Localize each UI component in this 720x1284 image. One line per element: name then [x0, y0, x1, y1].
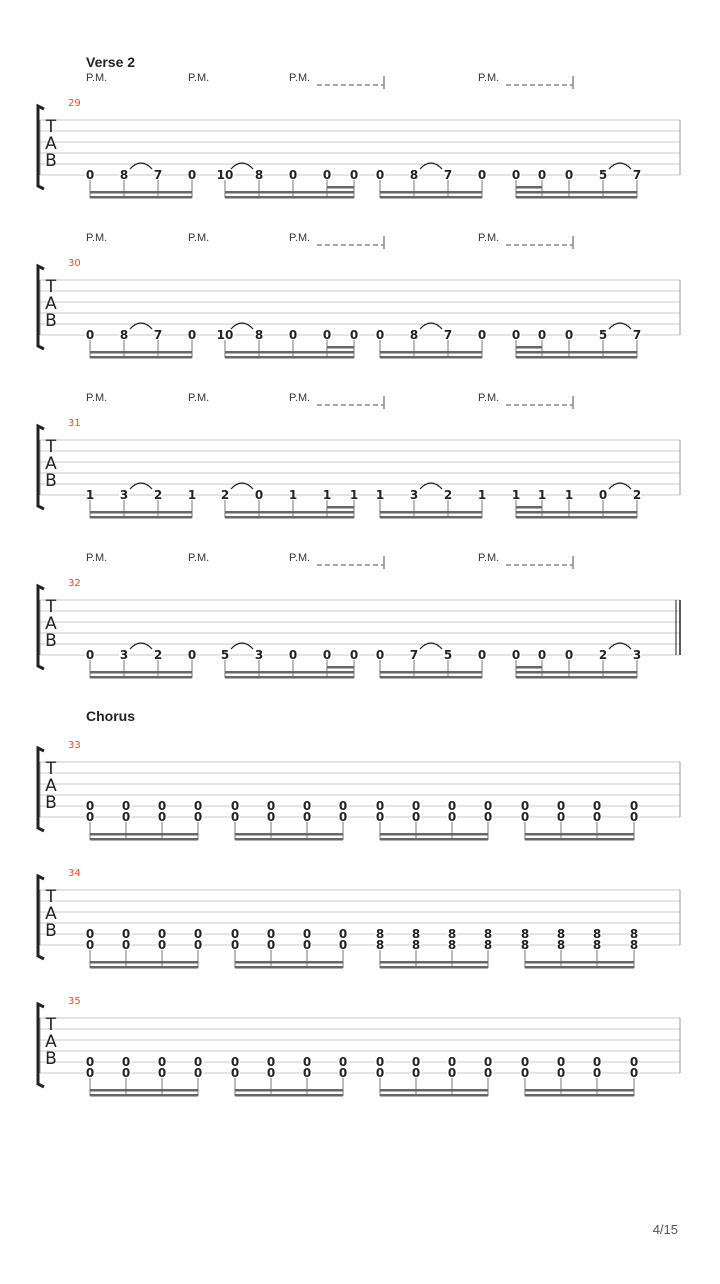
beam: [225, 676, 354, 679]
beam: [380, 961, 488, 964]
fret-number: 0: [629, 799, 639, 813]
beam: [380, 191, 482, 194]
fret-number: 0: [121, 1066, 131, 1080]
fret-number: 0: [322, 648, 332, 662]
beam: [516, 351, 637, 354]
beam: [380, 351, 482, 354]
fret-number: 0: [338, 799, 348, 813]
beam: [380, 516, 482, 519]
beam: [380, 511, 482, 514]
tab-clef-letter: T: [45, 437, 57, 457]
bar-number: 35: [68, 996, 81, 1007]
fret-number: 0: [121, 927, 131, 941]
fret-number: 8: [520, 927, 530, 941]
fret-number: 0: [375, 648, 385, 662]
fret-number: 0: [85, 927, 95, 941]
beam: [516, 511, 637, 514]
fret-number: 0: [349, 328, 359, 342]
fret-number: 0: [302, 799, 312, 813]
tab-clef-letter: A: [45, 134, 57, 154]
fret-number: 0: [266, 810, 276, 824]
beam: [90, 196, 192, 199]
beam: [525, 1089, 634, 1092]
palm-mute-label: P.M.: [289, 552, 311, 564]
beam: [525, 966, 634, 969]
fret-number: 0: [85, 938, 95, 952]
fret-number: 8: [556, 938, 566, 952]
fret-number: 0: [483, 1066, 493, 1080]
palm-mute-label: P.M.: [289, 232, 311, 244]
fret-number: 2: [220, 488, 230, 502]
fret-number: 0: [187, 648, 197, 662]
fret-number: 8: [409, 328, 419, 342]
beam: [516, 516, 637, 519]
tab-clef-letter: T: [45, 887, 57, 907]
beam: [235, 1089, 343, 1092]
staff-bracket: [38, 106, 44, 189]
beam: [235, 966, 343, 969]
fret-number: 0: [322, 168, 332, 182]
fret-number: 0: [157, 799, 167, 813]
palm-mute-label: P.M.: [86, 552, 108, 564]
fret-number: 0: [375, 810, 385, 824]
fret-number: 0: [302, 1055, 312, 1069]
bar-number: 32: [68, 578, 81, 589]
staff-bracket: [38, 748, 44, 831]
fret-number: 5: [598, 168, 608, 182]
palm-mute-label: P.M.: [478, 232, 500, 244]
staff-bracket: [38, 876, 44, 959]
fret-number: 0: [288, 168, 298, 182]
fret-number: 0: [338, 938, 348, 952]
fret-number: 0: [511, 328, 521, 342]
fret-number: 0: [157, 1055, 167, 1069]
palm-mute-label: P.M.: [188, 552, 210, 564]
fret-number: 8: [447, 927, 457, 941]
fret-number: 0: [187, 328, 197, 342]
fret-number: 0: [592, 799, 602, 813]
page-number: 4/15: [652, 1222, 678, 1237]
tab-clef-letter: T: [45, 597, 57, 617]
fret-number: 1: [288, 488, 298, 502]
fret-number: 0: [338, 1055, 348, 1069]
beam: [90, 671, 192, 674]
sub-beam: [516, 186, 542, 189]
section-title-verse-2: Verse 2: [86, 54, 136, 70]
fret-number: 0: [230, 938, 240, 952]
sub-beam: [327, 666, 354, 669]
fret-number: 0: [511, 168, 521, 182]
fret-number: 1: [187, 488, 197, 502]
tab-clef-letter: B: [45, 1049, 57, 1069]
fret-number: 0: [85, 168, 95, 182]
beam: [225, 196, 354, 199]
beam: [225, 351, 354, 354]
fret-number: 0: [375, 1066, 385, 1080]
fret-number: 0: [447, 810, 457, 824]
palm-mute-label: P.M.: [86, 232, 108, 244]
fret-number: 0: [85, 810, 95, 824]
fret-number: 0: [447, 799, 457, 813]
fret-number: 0: [193, 799, 203, 813]
beam: [90, 833, 198, 836]
fret-number: 8: [411, 927, 421, 941]
fret-number: 0: [121, 810, 131, 824]
tab-clef-letter: B: [45, 471, 57, 491]
fret-number: 0: [193, 938, 203, 952]
beam: [525, 961, 634, 964]
fret-number: 0: [266, 927, 276, 941]
fret-number: 1: [564, 488, 574, 502]
fret-number: 3: [119, 488, 129, 502]
staff-bracket: [38, 586, 44, 669]
fret-number: 0: [302, 927, 312, 941]
tab-clef-letter: B: [45, 793, 57, 813]
fret-number: 0: [592, 1066, 602, 1080]
fret-number: 0: [477, 328, 487, 342]
beam: [380, 671, 482, 674]
fret-number: 1: [537, 488, 547, 502]
fret-number: 0: [338, 927, 348, 941]
fret-number: 8: [254, 328, 264, 342]
fret-number: 3: [254, 648, 264, 662]
fret-number: 0: [537, 168, 547, 182]
fret-number: 0: [193, 1055, 203, 1069]
beam: [235, 961, 343, 964]
beam: [90, 356, 192, 359]
beam: [90, 191, 192, 194]
fret-number: 0: [157, 810, 167, 824]
beam: [380, 1089, 488, 1092]
fret-number: 0: [477, 648, 487, 662]
beam: [90, 961, 198, 964]
beam: [90, 1094, 198, 1097]
sub-beam: [516, 666, 542, 669]
fret-number: 0: [375, 799, 385, 813]
fret-number: 7: [632, 168, 642, 182]
fret-number: 7: [632, 328, 642, 342]
fret-number: 0: [511, 648, 521, 662]
fret-number: 0: [230, 1066, 240, 1080]
fret-number: 0: [85, 648, 95, 662]
staff-bracket: [38, 266, 44, 349]
beam: [235, 1094, 343, 1097]
fret-number: 0: [85, 1055, 95, 1069]
fret-number: 0: [193, 1066, 203, 1080]
beam: [525, 833, 634, 836]
palm-mute-label: P.M.: [478, 392, 500, 404]
fret-number: 8: [119, 328, 129, 342]
fret-number: 7: [443, 168, 453, 182]
fret-number: 0: [564, 648, 574, 662]
sub-beam: [327, 506, 354, 509]
bar-number: 30: [68, 258, 81, 269]
fret-number: 8: [629, 938, 639, 952]
fret-number: 1: [511, 488, 521, 502]
fret-number: 0: [564, 328, 574, 342]
fret-number: 0: [375, 168, 385, 182]
fret-number: 1: [477, 488, 487, 502]
sub-beam: [327, 346, 354, 349]
fret-number: 0: [537, 648, 547, 662]
tab-clef-letter: B: [45, 631, 57, 651]
palm-mute-label: P.M.: [289, 72, 311, 84]
fret-number: 0: [230, 1055, 240, 1069]
fret-number: 0: [411, 810, 421, 824]
fret-number: 8: [375, 927, 385, 941]
fret-number: 0: [85, 328, 95, 342]
fret-number: 0: [193, 810, 203, 824]
fret-number: 0: [288, 648, 298, 662]
fret-number: 0: [447, 1066, 457, 1080]
fret-number: 0: [447, 1055, 457, 1069]
sub-beam: [327, 186, 354, 189]
fret-number: 8: [483, 927, 493, 941]
fret-number: 1: [349, 488, 359, 502]
beam: [380, 833, 488, 836]
fret-number: 2: [153, 648, 163, 662]
fret-number: 8: [411, 938, 421, 952]
fret-number: 0: [254, 488, 264, 502]
beam: [90, 511, 192, 514]
fret-number: 0: [537, 328, 547, 342]
fret-number: 8: [119, 168, 129, 182]
fret-number: 0: [483, 799, 493, 813]
fret-number: 2: [443, 488, 453, 502]
beam: [235, 833, 343, 836]
fret-number: 0: [157, 938, 167, 952]
fret-number: 8: [375, 938, 385, 952]
fret-number: 0: [230, 799, 240, 813]
beam: [225, 356, 354, 359]
fret-number: 8: [483, 938, 493, 952]
fret-number: 0: [564, 168, 574, 182]
fret-number: 0: [322, 328, 332, 342]
palm-mute-label: P.M.: [86, 72, 108, 84]
fret-number: 0: [483, 1055, 493, 1069]
beam: [516, 356, 637, 359]
beam: [225, 671, 354, 674]
beam: [525, 1094, 634, 1097]
fret-number: 0: [592, 1055, 602, 1069]
fret-number: 0: [629, 1066, 639, 1080]
tab-clef-letter: B: [45, 151, 57, 171]
fret-number: 0: [121, 799, 131, 813]
fret-number: 0: [592, 810, 602, 824]
beam: [380, 838, 488, 841]
fret-number: 0: [349, 648, 359, 662]
bar-number: 33: [68, 740, 81, 751]
fret-number: 2: [632, 488, 642, 502]
fret-number: 0: [556, 1066, 566, 1080]
fret-number: 0: [193, 927, 203, 941]
tab-clef-letter: A: [45, 776, 57, 796]
fret-number: 0: [629, 1055, 639, 1069]
staff-bracket: [38, 1004, 44, 1087]
fret-number: 0: [187, 168, 197, 182]
fret-number: 0: [121, 1055, 131, 1069]
fret-number: 0: [157, 1066, 167, 1080]
fret-number: 0: [349, 168, 359, 182]
beam: [380, 1094, 488, 1097]
beam: [90, 1089, 198, 1092]
fret-number: 8: [409, 168, 419, 182]
beam: [380, 676, 482, 679]
fret-number: 5: [220, 648, 230, 662]
fret-number: 5: [443, 648, 453, 662]
beam: [90, 516, 192, 519]
fret-number: 1: [85, 488, 95, 502]
beam: [225, 511, 354, 514]
palm-mute-label: P.M.: [478, 72, 500, 84]
sub-beam: [516, 506, 542, 509]
fret-number: 0: [411, 1066, 421, 1080]
tab-clef-letter: A: [45, 614, 57, 634]
fret-number: 0: [302, 1066, 312, 1080]
fret-number: 8: [592, 938, 602, 952]
fret-number: 0: [338, 810, 348, 824]
fret-number: 10: [216, 168, 234, 182]
tab-clef-letter: A: [45, 904, 57, 924]
tab-clef-letter: T: [45, 117, 57, 137]
fret-number: 2: [598, 648, 608, 662]
beam: [516, 191, 637, 194]
fret-number: 7: [153, 168, 163, 182]
tab-clef-letter: A: [45, 294, 57, 314]
fret-number: 0: [375, 328, 385, 342]
tab-clef-letter: T: [45, 277, 57, 297]
fret-number: 0: [477, 168, 487, 182]
beam: [380, 196, 482, 199]
palm-mute-label: P.M.: [188, 232, 210, 244]
fret-number: 0: [85, 799, 95, 813]
tab-clef-letter: T: [45, 759, 57, 779]
fret-number: 0: [266, 1055, 276, 1069]
beam: [380, 356, 482, 359]
fret-number: 0: [266, 799, 276, 813]
fret-number: 8: [592, 927, 602, 941]
beam: [90, 676, 192, 679]
bar-number: 34: [68, 868, 81, 879]
fret-number: 8: [520, 938, 530, 952]
palm-mute-label: P.M.: [188, 72, 210, 84]
beam: [225, 516, 354, 519]
beam: [516, 676, 637, 679]
beam: [516, 196, 637, 199]
fret-number: 3: [409, 488, 419, 502]
beam: [225, 191, 354, 194]
staff-bracket: [38, 426, 44, 509]
fret-number: 0: [520, 1066, 530, 1080]
fret-number: 0: [230, 927, 240, 941]
tab-clef-letter: B: [45, 921, 57, 941]
fret-number: 3: [632, 648, 642, 662]
fret-number: 0: [483, 810, 493, 824]
fret-number: 7: [443, 328, 453, 342]
fret-number: 1: [322, 488, 332, 502]
fret-number: 0: [85, 1066, 95, 1080]
fret-number: 0: [338, 1066, 348, 1080]
beam: [516, 671, 637, 674]
bar-number: 31: [68, 418, 81, 429]
fret-number: 0: [411, 1055, 421, 1069]
beam: [380, 966, 488, 969]
fret-number: 0: [520, 1055, 530, 1069]
beam: [235, 838, 343, 841]
fret-number: 0: [375, 1055, 385, 1069]
fret-number: 0: [157, 927, 167, 941]
fret-number: 5: [598, 328, 608, 342]
beam: [90, 351, 192, 354]
fret-number: 7: [153, 328, 163, 342]
palm-mute-label: P.M.: [86, 392, 108, 404]
palm-mute-label: P.M.: [478, 552, 500, 564]
fret-number: 10: [216, 328, 234, 342]
tab-clef-letter: A: [45, 1032, 57, 1052]
fret-number: 8: [629, 927, 639, 941]
fret-number: 3: [119, 648, 129, 662]
fret-number: 0: [556, 1055, 566, 1069]
beam: [90, 838, 198, 841]
fret-number: 8: [556, 927, 566, 941]
bar-number: 29: [68, 98, 81, 109]
fret-number: 1: [375, 488, 385, 502]
fret-number: 2: [153, 488, 163, 502]
tab-clef-letter: A: [45, 454, 57, 474]
fret-number: 0: [302, 810, 312, 824]
fret-number: 0: [629, 810, 639, 824]
fret-number: 0: [302, 938, 312, 952]
fret-number: 0: [556, 799, 566, 813]
beam: [525, 838, 634, 841]
fret-number: 0: [411, 799, 421, 813]
sub-beam: [516, 346, 542, 349]
fret-number: 0: [266, 1066, 276, 1080]
fret-number: 0: [520, 799, 530, 813]
palm-mute-label: P.M.: [289, 392, 311, 404]
fret-number: 0: [230, 810, 240, 824]
palm-mute-label: P.M.: [188, 392, 210, 404]
section-title-chorus: Chorus: [86, 708, 135, 724]
fret-number: 0: [288, 328, 298, 342]
fret-number: 8: [254, 168, 264, 182]
fret-number: 0: [121, 938, 131, 952]
fret-number: 8: [447, 938, 457, 952]
fret-number: 0: [520, 810, 530, 824]
fret-number: 7: [409, 648, 419, 662]
tab-clef-letter: B: [45, 311, 57, 331]
tab-clef-letter: T: [45, 1015, 57, 1035]
fret-number: 0: [598, 488, 608, 502]
fret-number: 0: [266, 938, 276, 952]
beam: [90, 966, 198, 969]
fret-number: 0: [556, 810, 566, 824]
